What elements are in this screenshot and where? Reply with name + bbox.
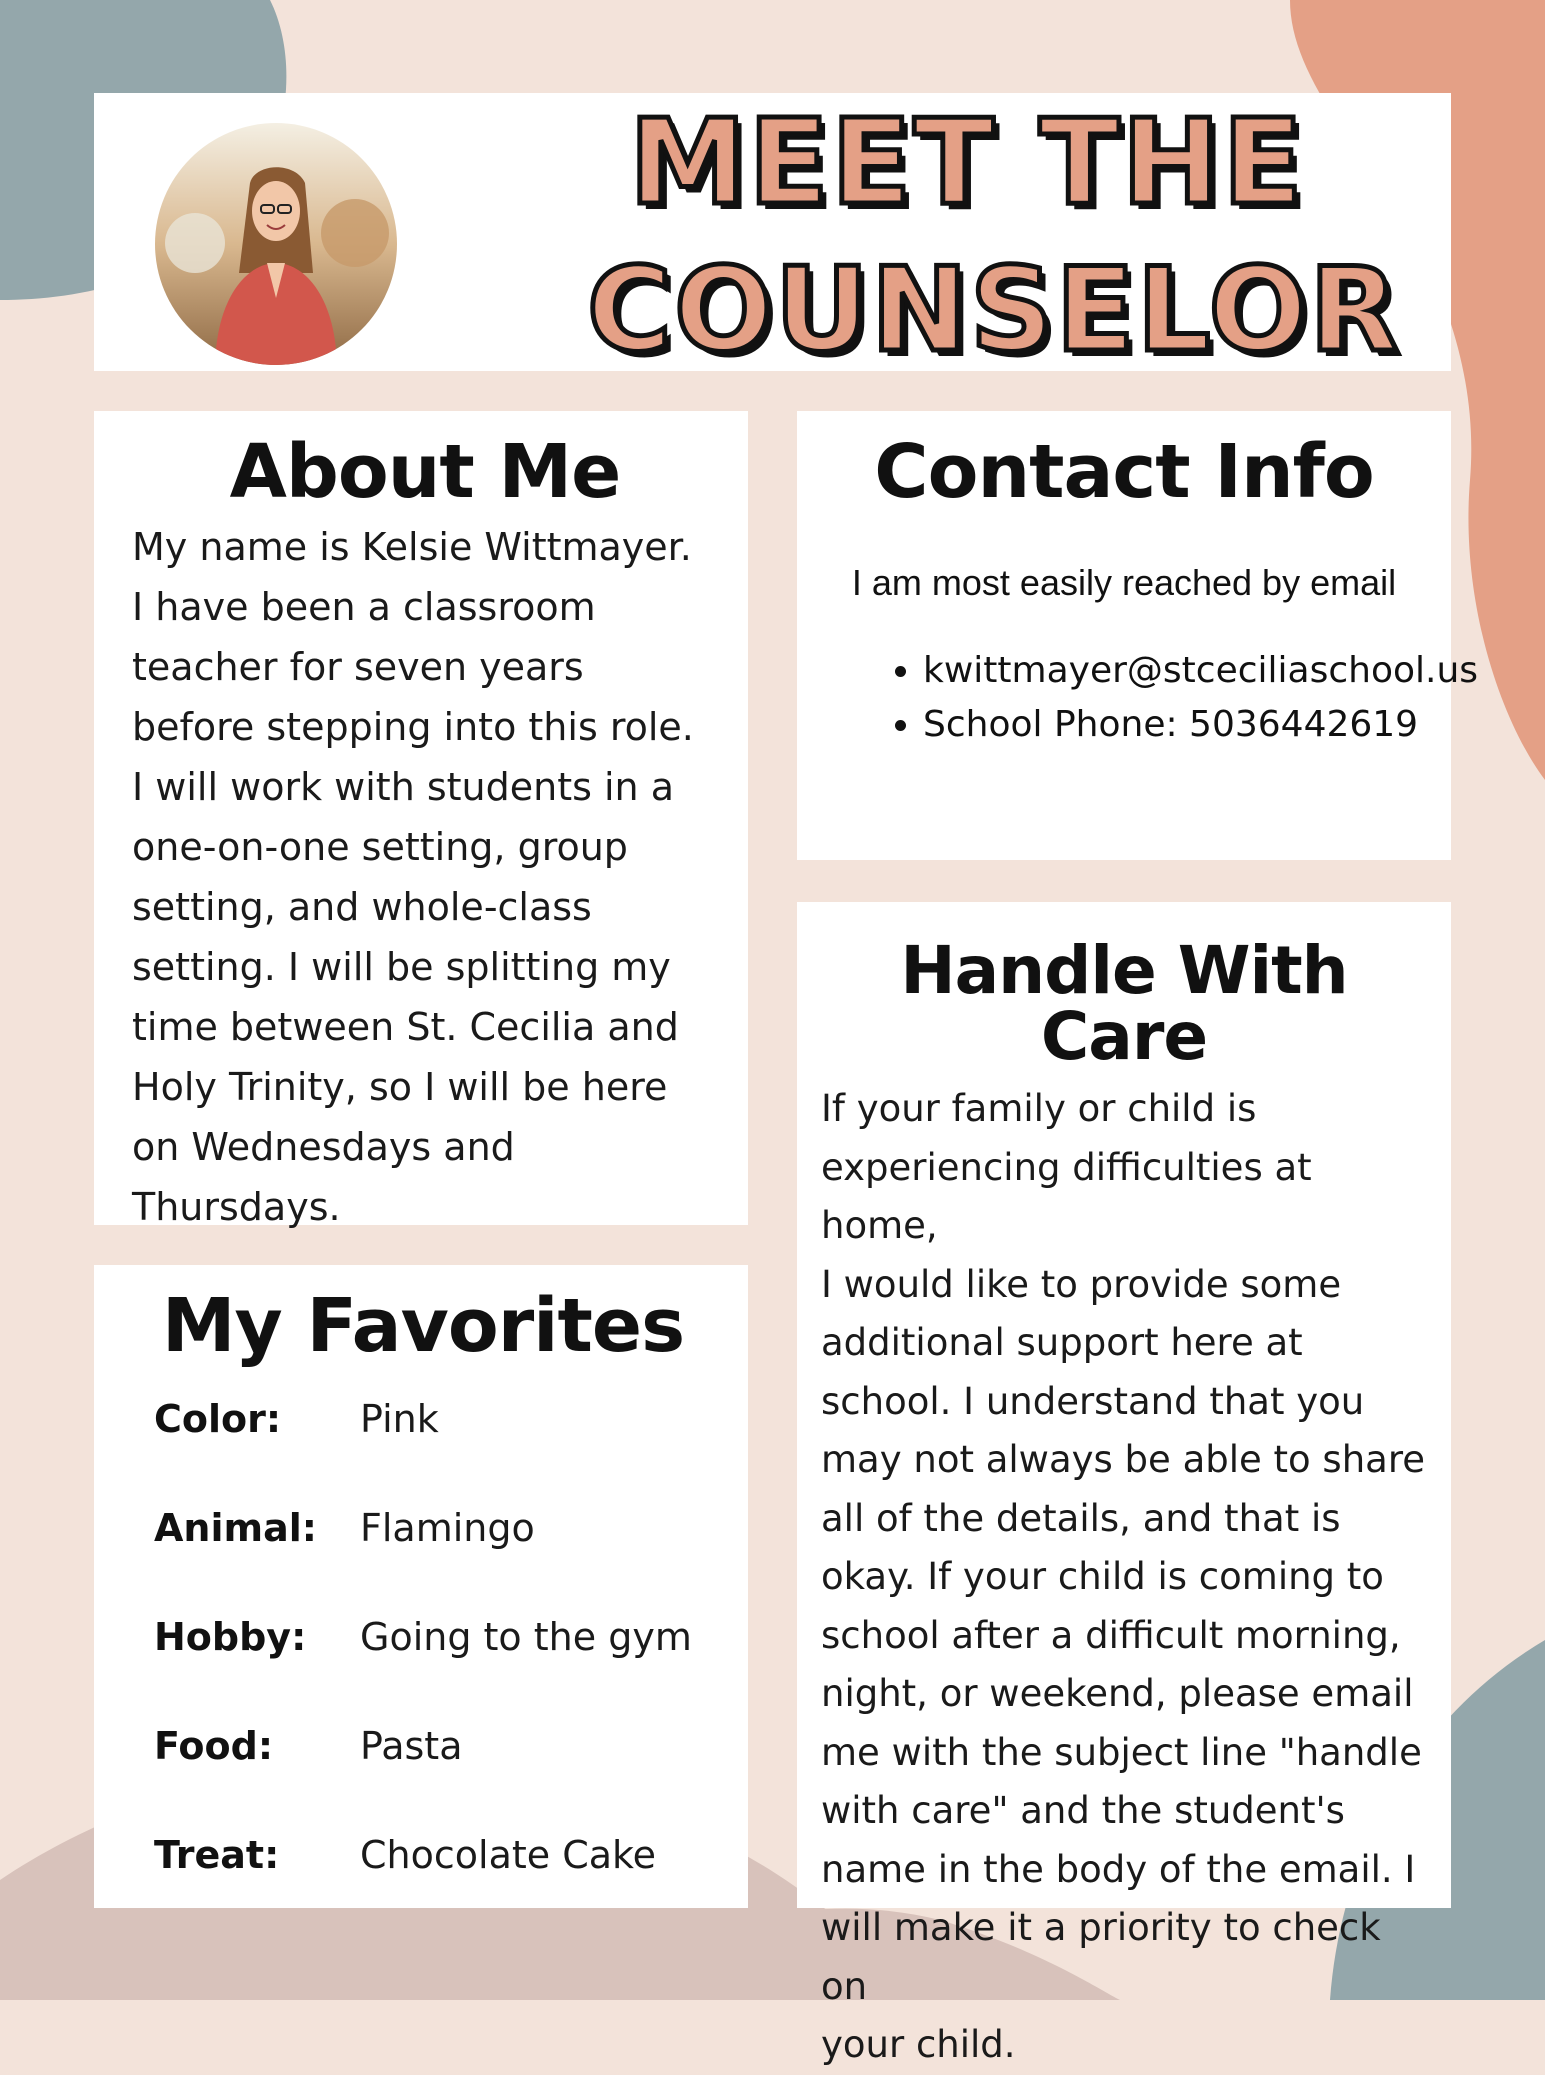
favorite-label: Hobby: bbox=[154, 1615, 307, 1659]
favorite-value: Pink bbox=[360, 1397, 439, 1441]
handle-with-care-title: Handle With Care bbox=[900, 932, 1348, 1075]
about-me-body: My name is Kelsie Wittmayer. I have been a classroom teacher for seven years before stepping into this role. I will work with students in a one-on-one setting, group setting, and whole-class setting. I will be splitting my time between St. Cecilia and Holy Trinity, so I will be here on Wednesdays and Thursdays. bbox=[132, 525, 694, 1229]
favorite-value: Flamingo bbox=[360, 1506, 535, 1550]
favorite-value: Going to the gym bbox=[360, 1615, 692, 1659]
header-card bbox=[94, 93, 1451, 378]
favorite-label: Treat: bbox=[154, 1833, 280, 1877]
favorite-label: Animal: bbox=[154, 1506, 317, 1550]
handle-with-care-body: If your family or child is experiencing difficulties at home, I would like to provide some additional support here at school. I understand that you may not always be able to share all of the details, and that is okay. If your child is coming to school after a difficult morning, night, or weekend, please email me with the subject line "handle with care" and the student's name in the body of the email. I will make it a priority to check on your child. bbox=[821, 1087, 1425, 2066]
about-me-card bbox=[94, 411, 748, 1229]
title-line-2: COUNSELOR bbox=[587, 243, 1401, 378]
about-me-title: About Me bbox=[229, 429, 621, 515]
favorite-value: Chocolate Cake bbox=[360, 1833, 657, 1877]
contact-intro: I am most easily reached by email bbox=[851, 562, 1397, 603]
contact-list bbox=[827, 644, 1479, 752]
favorites-list bbox=[154, 1397, 718, 1942]
favorite-row bbox=[154, 1506, 718, 1615]
favorite-row bbox=[154, 1397, 718, 1506]
favorite-value: Pasta bbox=[360, 1724, 463, 1768]
my-favorites-card bbox=[94, 1265, 748, 1908]
favorite-row bbox=[154, 1724, 718, 1833]
title-line-1: MEET THE bbox=[628, 93, 1306, 231]
counselor-photo bbox=[155, 123, 397, 365]
handle-with-care-card bbox=[797, 902, 1451, 2066]
favorite-label: Food: bbox=[154, 1724, 274, 1768]
favorite-row bbox=[154, 1833, 718, 1942]
contact-info-title: Contact Info bbox=[874, 429, 1374, 515]
contact-phone[interactable]: • School Phone: 5036442619 bbox=[923, 698, 1421, 752]
favorite-label: Color: bbox=[154, 1397, 282, 1441]
contact-info-card bbox=[797, 411, 1479, 860]
contact-email[interactable]: • kwittmayer@stceciliaschool.us bbox=[923, 644, 1421, 698]
my-favorites-title: My Favorites bbox=[161, 1283, 685, 1369]
favorite-row bbox=[154, 1615, 718, 1724]
